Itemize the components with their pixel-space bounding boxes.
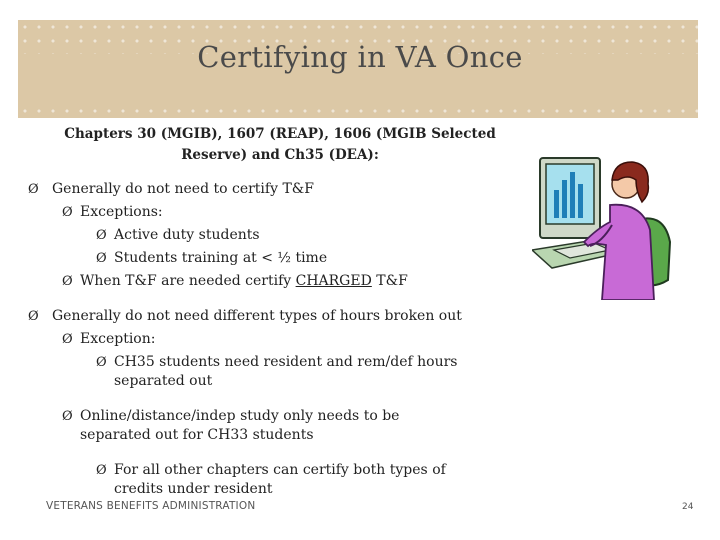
bullet-text: CH35 students need resident and rem/def hours (114, 354, 458, 370)
bullet-text-cont: credits under resident (114, 481, 273, 497)
slide-subtitle (30, 124, 530, 166)
bullet-exceptions (62, 203, 163, 222)
bullet-text: Active duty students (114, 227, 260, 243)
bullet-text: Online/distance/indep study only needs to be (80, 408, 400, 424)
screen-bar (554, 190, 559, 218)
bullet-arrow-icon: Ø (28, 309, 39, 324)
bullet-text-underlined: CHARGED (295, 273, 372, 289)
bullet-arrow-icon: Ø (62, 409, 73, 424)
bullet-text: Generally do not need different types of hours broken out (52, 308, 462, 324)
slide-title: Certifying in VA Once (197, 40, 523, 74)
bullet-arrow-icon: Ø (96, 463, 107, 478)
bullet-text: For all other chapters can certify both types of (114, 462, 446, 478)
bullet-text: Exception: (80, 331, 156, 347)
bullet-text: Students training at < ½ time (114, 250, 328, 266)
bullet-charged-tf (62, 272, 408, 291)
bullet-online-distance (62, 407, 399, 445)
subtitle-line-1: Chapters 30 (MGIB), 1607 (REAP), 1606 (MGIB Selected (64, 126, 496, 142)
footer-organization: VETERANS BENEFITS ADMINISTRATION (46, 500, 256, 512)
bullet-arrow-icon: Ø (28, 182, 39, 197)
bullet-text-pre: When T&F are needed certify (80, 273, 296, 289)
bullet-text-cont: separated out (114, 373, 213, 389)
bullet-text-post: T&F (371, 273, 408, 289)
bullet-arrow-icon: Ø (62, 332, 73, 347)
bullet-active-duty (96, 226, 260, 245)
bullet-other-chapters (96, 461, 446, 499)
screen-bar (578, 184, 583, 218)
screen-bar (570, 172, 575, 218)
bullet-arrow-icon: Ø (62, 274, 73, 289)
bullet-text: Generally do not need to certify T&F (52, 181, 314, 197)
screen-bar (562, 180, 567, 218)
bullet-arrow-icon: Ø (96, 251, 107, 266)
bullet-text: Exceptions: (80, 204, 163, 220)
page-number: 24 (682, 502, 694, 512)
bullet-arrow-icon: Ø (62, 205, 73, 220)
bullet-ch35-students (96, 353, 457, 391)
bullet-arrow-icon: Ø (96, 228, 107, 243)
woman-at-computer-illustration (532, 150, 677, 300)
bullet-exception (62, 330, 155, 349)
bullet-hours-broken-out (28, 307, 462, 326)
bullet-text-cont: separated out for CH33 students (80, 427, 314, 443)
bullet-arrow-icon: Ø (96, 355, 107, 370)
subtitle-line-2: Reserve) and Ch35 (DEA): (181, 147, 379, 163)
bullet-half-time (96, 249, 327, 268)
bullet-certify-tf (28, 180, 314, 199)
